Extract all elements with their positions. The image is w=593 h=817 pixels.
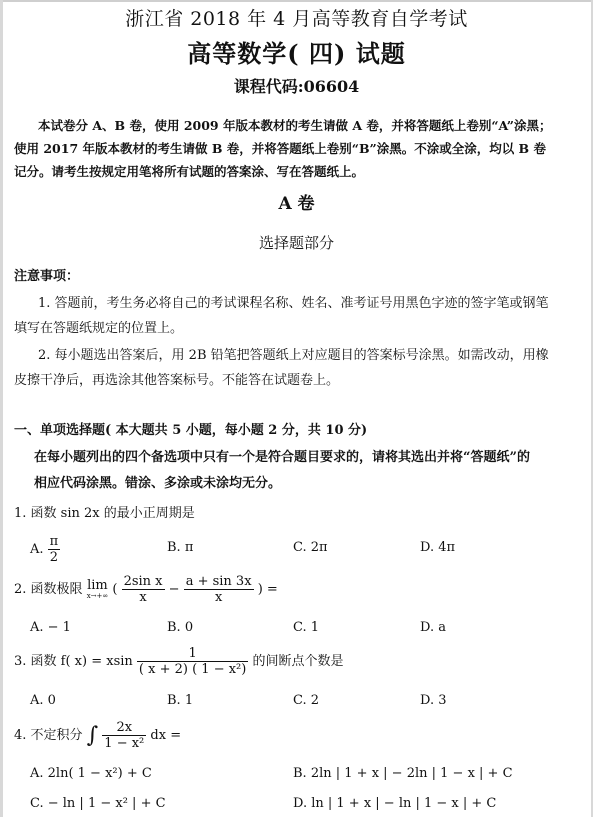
mc-instruction-line-2: 相应代码涂黑。错涂、多涂或未涂均无分。 — [34, 476, 282, 491]
fraction-numerator: 1 — [137, 646, 248, 662]
question-4-option-d: D. ln | 1 + x | − ln | 1 − x | + C — [293, 796, 497, 811]
question-3-suffix: 的间断点个数是 — [252, 654, 344, 669]
limit-subscript: x→+∞ — [86, 591, 109, 600]
question-3-option-d: D. 3 — [420, 693, 447, 708]
mc-section-title: 一、单项选择题( 本大题共 5 小题，每小题 2 分，共 10 分) — [14, 423, 368, 438]
question-1-option-b: B. π — [167, 540, 194, 555]
question-2-option-a: A. − 1 — [30, 620, 71, 635]
fraction-denominator: x — [139, 590, 147, 605]
limit-label: lim — [87, 577, 108, 593]
page-top-edge — [0, 0, 593, 2]
question-1-option-a — [30, 534, 60, 565]
minus-sign: − — [168, 582, 180, 597]
question-4-suffix: dx = — [150, 728, 182, 743]
fraction — [48, 534, 61, 565]
question-4-text — [14, 720, 181, 751]
course-code: 课程代码:06604 — [233, 77, 360, 96]
integral-sign: ∫ — [86, 723, 99, 748]
question-1-option-c: C. 2π — [293, 540, 328, 555]
question-2-option-b: B. 0 — [167, 620, 194, 635]
fraction-denominator: ( x + 2) ( 1 − x²) — [138, 662, 247, 677]
fraction-denominator: 1 − x² — [104, 736, 145, 751]
fraction-numerator: 2x — [102, 720, 146, 736]
question-2-option-c: C. 1 — [293, 620, 320, 635]
question-3-option-b: B. 1 — [167, 693, 194, 708]
notice-item-1-line-2: 填写在答题纸规定的位置上。 — [14, 321, 184, 336]
intro-line-3: 记分。请考生按规定用笔将所有试题的答案涂、写在答题纸上。 — [14, 164, 365, 179]
notice-item-2-line-2: 皮擦干净后，再选涂其他答案标号。不能答在试题卷上。 — [14, 373, 340, 388]
fraction — [184, 574, 254, 605]
fraction-numerator: a + sin 3x — [185, 574, 252, 589]
question-1-option-d: D. 4π — [420, 540, 456, 555]
paper-label: A 卷 — [278, 194, 315, 214]
question-2-text — [14, 574, 278, 605]
question-2-option-d: D. a — [420, 620, 446, 635]
question-4-option-c: C. − ln | 1 − x² | + C — [30, 796, 166, 811]
fraction-numerator: 2sin x — [123, 574, 163, 589]
intro-line-2: 使用 2017 年版本教材的考生请做 B 卷，并将答题纸上卷别“B”涂黑。不涂或全涂，均以 B 卷 — [14, 141, 546, 156]
exam-title: 浙江省 2018 年 4 月高等教育自学考试 — [125, 8, 468, 30]
question-4-option-a: A. 2ln( 1 − x²) + C — [30, 766, 152, 781]
notice-heading: 注意事项： — [14, 269, 80, 284]
question-3-option-a: A. 0 — [30, 693, 56, 708]
close-paren-equals: ) = — [257, 582, 278, 597]
fraction — [102, 720, 146, 751]
mc-instruction-line-1: 在每小题列出的四个备选项中只有一个是符合题目要求的，请将其选出并将“答题纸”的 — [34, 450, 530, 465]
subject-title: 高等数学( 四) 试题 — [187, 39, 406, 68]
part-title: 选择题部分 — [258, 234, 334, 252]
question-4-option-b: B. 2ln | 1 + x | − 2ln | 1 − x | + C — [293, 766, 513, 781]
fraction-denominator: x — [214, 590, 223, 605]
option-a-label: A. — [30, 542, 44, 557]
fraction — [137, 646, 248, 677]
question-3-prefix: 3. 函数 f( x) = xsin — [14, 654, 133, 669]
fraction-numerator: π — [49, 534, 59, 549]
limit-operator — [86, 577, 109, 600]
fraction-denominator: 2 — [49, 550, 59, 565]
notice-item-1-line-1: 1. 答题前，考生务必将自己的考试课程名称、姓名、准考证号用黑色字迹的签字笔或钢笔 — [38, 296, 549, 311]
intro-line-1: 本试卷分 A、B 卷，使用 2009 年版本教材的考生请做 A 卷，并将答题纸上卷别“A”涂黑； — [38, 118, 552, 133]
question-1-text: 1. 函数 sin 2x 的最小正周期是 — [14, 506, 195, 521]
question-2-prefix: 2. 函数极限 — [14, 582, 83, 597]
open-paren: ( — [112, 582, 118, 597]
question-3-option-c: C. 2 — [293, 693, 320, 708]
notice-item-2-line-1: 2. 每小题选出答案后，用 2B 铅笔把答题纸上对应题目的答案标号涂黑。如需改动，用橡 — [38, 348, 549, 363]
question-4-prefix: 4. 不定积分 — [14, 728, 83, 743]
fraction — [122, 574, 165, 605]
page-left-edge — [0, 0, 3, 817]
question-3-text — [14, 646, 344, 677]
